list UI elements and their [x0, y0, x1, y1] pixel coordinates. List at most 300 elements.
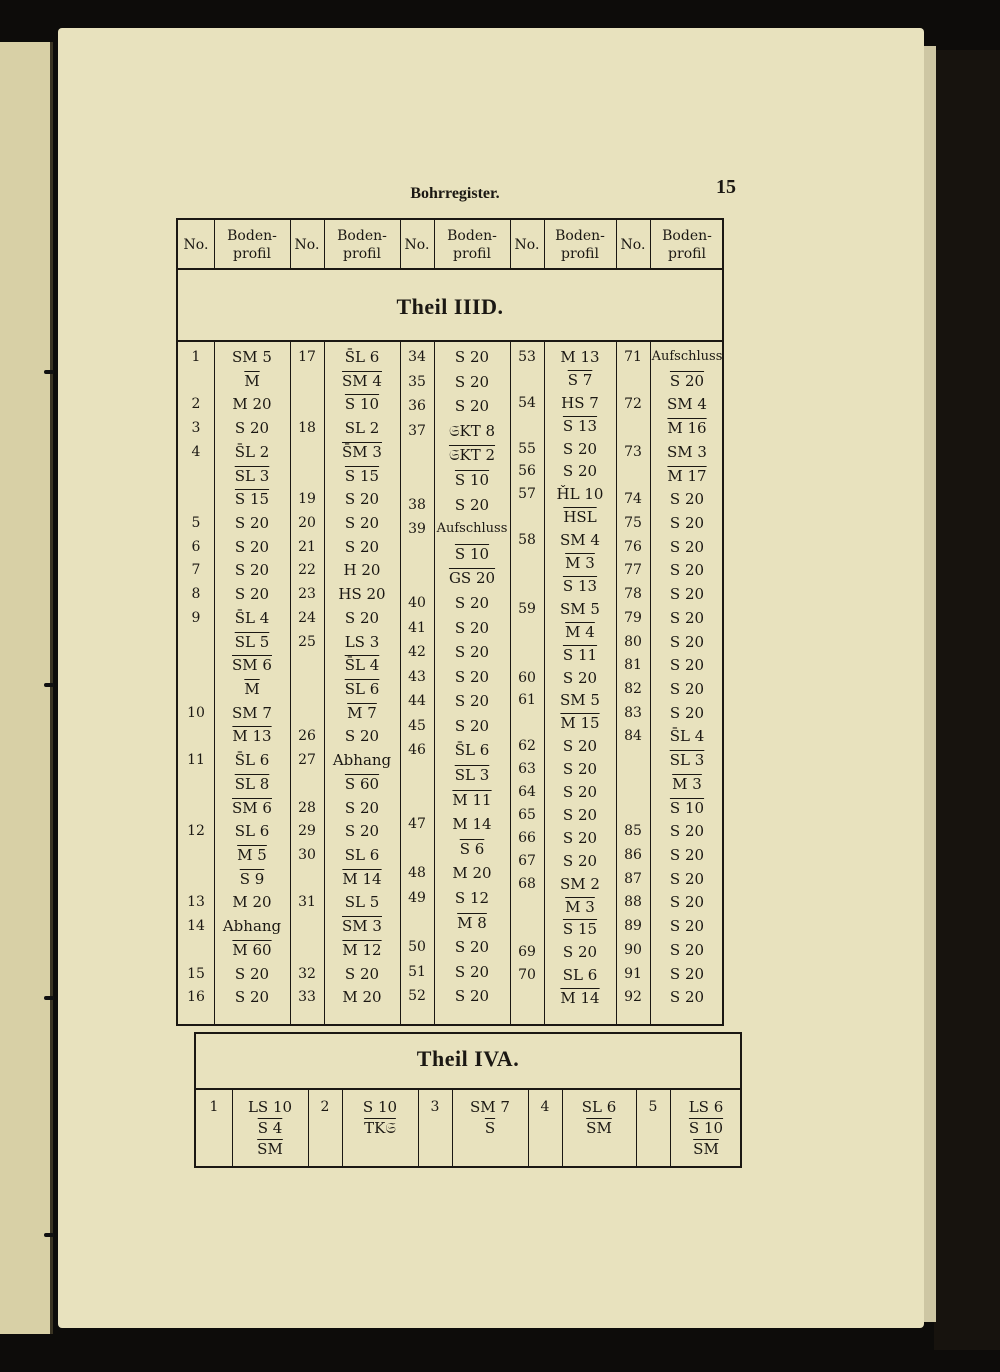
soil-profile-line: S 20 — [344, 490, 380, 509]
soil-profile-line: S 4 — [257, 1119, 283, 1137]
soil-profile-line: S 12 — [454, 889, 490, 908]
soil-profile-line: Abhang — [332, 751, 392, 770]
column-rule — [342, 1090, 343, 1166]
entry-number: 89 — [624, 918, 642, 935]
entry-number: 74 — [624, 491, 642, 508]
soil-profile-line: SL 3 — [234, 466, 270, 485]
entry-number: 62 — [518, 738, 536, 755]
entry-number: 84 — [624, 728, 642, 745]
entry-number: 80 — [624, 633, 642, 650]
entry-number: 61 — [518, 692, 536, 709]
soil-profile-line: M 13 — [232, 727, 272, 746]
soil-profile-line: $\overline{SM}$ — [586, 1119, 612, 1137]
soil-profile-line: S 20 — [669, 940, 705, 959]
soil-profile-line: GS 20 — [448, 569, 496, 588]
entry-number: 60 — [518, 669, 536, 686]
entry-number: 70 — [518, 967, 536, 984]
entry-number: 56 — [518, 463, 536, 480]
soil-profile-line: S 20 — [669, 822, 705, 841]
soil-profile-line: $\overline{M}$ — [244, 371, 260, 390]
soil-profile-line: S 15 — [344, 466, 380, 485]
entry-number: 26 — [298, 728, 316, 745]
entry-number: 81 — [624, 657, 642, 674]
soil-profile-line: M 20 — [232, 893, 272, 912]
soil-profile-line: Aufschluss — [651, 349, 723, 364]
column-rule — [650, 342, 651, 1024]
soil-profile-line: S 10 — [454, 470, 490, 489]
entry-number: 77 — [624, 562, 642, 579]
entry-number: 69 — [518, 944, 536, 961]
entry-number: 17 — [298, 349, 316, 365]
column-rule — [616, 342, 617, 1024]
entry-number: 83 — [624, 704, 642, 721]
entry-number: 2 — [191, 396, 201, 413]
entry-number: 18 — [298, 420, 316, 437]
entry-number: 3 — [191, 420, 201, 437]
entry-number: 59 — [518, 600, 536, 617]
soil-profile-line: M 7 — [347, 703, 377, 722]
soil-profile-line: S 20 — [454, 348, 490, 366]
soil-profile-line: S̄L 6 — [234, 751, 270, 770]
soil-profile-line: S 20 — [234, 561, 270, 580]
soil-profile-line: S 9 — [239, 869, 265, 888]
soil-profile-line: SL 8 — [234, 774, 270, 793]
entry-number: 87 — [624, 870, 642, 887]
soil-profile-line: S̄L 6 — [344, 348, 380, 366]
soil-profile-line: S 15 — [234, 490, 270, 509]
soil-profile-line: SM 6 — [232, 656, 272, 675]
entry-number: 5 — [648, 1099, 658, 1115]
entry-number: 30 — [298, 847, 316, 863]
soil-profile-line: M 4 — [565, 622, 595, 641]
header-no-label: No. — [404, 237, 430, 253]
soil-profile-line: S 20 — [454, 593, 490, 612]
soil-profile-line: M 3 — [565, 897, 595, 916]
soil-profile-line: S 20 — [562, 783, 598, 802]
header-bodenprofil-line: profil — [233, 246, 271, 262]
soil-profile-line: S 6 — [459, 839, 485, 858]
entry-number: 67 — [518, 852, 536, 869]
header-bodenprofil — [324, 220, 400, 270]
soil-profile-line: Abhang — [222, 917, 282, 936]
soil-profile-line: S 10 — [688, 1119, 724, 1137]
entry-number: 43 — [408, 668, 426, 685]
soil-profile-line: S 13 — [562, 576, 598, 595]
header-no — [178, 220, 214, 270]
soil-profile-line: S 20 — [454, 716, 490, 735]
entry-number: 20 — [298, 515, 316, 531]
entry-number: 28 — [298, 799, 316, 816]
column-rule — [670, 1090, 671, 1166]
entry-number: 49 — [408, 890, 426, 907]
soil-profile-line: $\overline{SM}$ — [257, 1140, 283, 1158]
entry-number: 44 — [408, 693, 426, 710]
soil-profile-line: SM 3 — [667, 442, 707, 461]
soil-profile-line: S 20 — [562, 737, 598, 756]
soil-profile-line: LS 10 — [247, 1098, 293, 1116]
entry-number: 31 — [298, 894, 316, 911]
page-number: 15 — [716, 176, 736, 198]
soil-profile-line: LS 6 — [688, 1098, 724, 1116]
soil-profile-line: S 20 — [669, 585, 705, 604]
entry-number: 54 — [518, 394, 536, 411]
soil-profile-line: S̄L 6 — [454, 741, 490, 760]
header-bodenprofil-text — [447, 227, 497, 263]
entry-number: 6 — [191, 538, 201, 555]
entry-number: 14 — [187, 918, 205, 935]
binding-thread — [44, 370, 54, 374]
soil-profile-line: 𝔖KT 2 — [448, 446, 496, 465]
soil-profile-line: SM 7 — [232, 703, 272, 722]
header-bodenprofil-line: Boden- — [555, 228, 605, 244]
soil-profile-line: S 20 — [344, 514, 380, 532]
entry-number: 85 — [624, 823, 642, 840]
header-bodenprofil-text — [555, 227, 605, 263]
soil-profile-line: S 20 — [344, 964, 380, 983]
entry-number: 22 — [298, 562, 316, 579]
soil-profile-line: S 20 — [344, 798, 380, 817]
soil-profile-line: S 20 — [669, 371, 705, 390]
soil-profile-line: M 16 — [667, 419, 707, 438]
column-rule — [544, 342, 545, 1024]
header-bodenprofil — [544, 220, 616, 270]
soil-profile-line: TK𝔖 — [364, 1119, 396, 1137]
soil-profile-line: S 20 — [562, 943, 598, 962]
soil-profile-line: S 20 — [669, 608, 705, 627]
soil-profile-line: S 7 — [567, 370, 593, 389]
entry-number: 48 — [408, 865, 426, 882]
header-bodenprofil-text — [227, 227, 277, 263]
soil-profile-line: LS 3 — [344, 632, 380, 651]
section-rule — [178, 340, 722, 342]
entry-number: 24 — [298, 609, 316, 626]
binding-thread — [44, 683, 54, 687]
entry-number: 7 — [191, 562, 201, 579]
soil-profile-line: M 60 — [232, 940, 272, 959]
header-bodenprofil — [650, 220, 724, 270]
left-page-edge — [0, 42, 53, 1334]
entry-number: 1 — [191, 349, 201, 365]
soil-profile-line: SL 5 — [344, 893, 380, 912]
header-no-label: No. — [183, 237, 209, 253]
soil-profile-line: S 20 — [669, 537, 705, 556]
soil-profile-line: S̄L 2 — [234, 442, 270, 461]
soil-profile-line: S 20 — [234, 537, 270, 556]
entry-number: 76 — [624, 538, 642, 555]
soil-profile-line: S 20 — [562, 851, 598, 870]
entry-number: 79 — [624, 609, 642, 626]
soil-profile-line: S 20 — [454, 692, 490, 711]
entry-number: 90 — [624, 941, 642, 958]
entry-number: 37 — [408, 422, 426, 439]
header-no — [400, 220, 434, 270]
soil-profile-line: S 20 — [669, 964, 705, 983]
soil-profile-line: Aufschluss — [436, 521, 508, 537]
section-title-theil-3d: Theil IIID. — [396, 294, 504, 319]
soil-profile-line: SL 6 — [344, 680, 380, 698]
soil-profile-line: S 60 — [344, 774, 380, 793]
soil-profile-line: $\overline{S}$ — [484, 1119, 496, 1137]
soil-profile-line: SL 6 — [581, 1098, 617, 1116]
soil-profile-line: SM 5 — [232, 348, 272, 366]
entry-number: 29 — [298, 823, 316, 840]
header-bodenprofil-text — [662, 227, 712, 263]
soil-profile-line: SM 4 — [560, 531, 600, 550]
entry-number: 42 — [408, 644, 426, 661]
soil-profile-line: M 20 — [452, 864, 492, 883]
soil-profile-line: S 20 — [562, 828, 598, 847]
soil-profile-line: SL 6 — [344, 846, 380, 864]
soil-profile-line: S 20 — [234, 585, 270, 604]
column-rule — [528, 1090, 529, 1166]
soil-profile-line: ȞL 10 — [556, 485, 604, 504]
entry-number: 36 — [408, 398, 426, 415]
soil-profile-line: S 20 — [669, 893, 705, 912]
soil-profile-line: HS 20 — [338, 585, 386, 604]
soil-profile-line: M 3 — [672, 774, 702, 793]
entry-number: 57 — [518, 486, 536, 503]
soil-profile-line: M 3 — [565, 554, 595, 573]
soil-profile-line: S 20 — [344, 537, 380, 556]
soil-profile-line: S 20 — [669, 988, 705, 1007]
entry-number: 65 — [518, 806, 536, 823]
soil-profile-line: S 20 — [562, 462, 598, 481]
entry-number: 45 — [408, 717, 426, 734]
header-no — [290, 220, 324, 270]
soil-profile-line: SL 3 — [454, 766, 490, 785]
column-rule — [290, 342, 291, 1024]
soil-profile-line: $\overline{HSL}$ — [563, 508, 597, 527]
entry-number: 46 — [408, 742, 426, 759]
entry-number: 41 — [408, 619, 426, 636]
header-bodenprofil — [214, 220, 290, 270]
binding-thread — [44, 996, 54, 1000]
soil-profile-line: 𝔖KT 8 — [448, 421, 496, 440]
entry-number: 64 — [518, 784, 536, 801]
soil-profile-line: HS 7 — [561, 393, 599, 412]
entry-number: 88 — [624, 894, 642, 911]
soil-profile-line: S 10 — [344, 395, 380, 414]
soil-profile-line: M 14 — [452, 815, 492, 834]
column-rule — [232, 1090, 233, 1166]
entry-number: 66 — [518, 829, 536, 846]
entry-number: 13 — [187, 894, 205, 911]
soil-profile-line: SL 3 — [669, 751, 705, 770]
soil-profile-line: H 20 — [343, 561, 381, 580]
section-rule — [196, 1088, 740, 1090]
header-no-label: No. — [514, 237, 540, 253]
column-rule — [400, 342, 401, 1024]
header-bodenprofil-line: Boden- — [447, 228, 497, 244]
entry-number: 40 — [408, 594, 426, 611]
soil-profile-line: S 10 — [669, 798, 705, 817]
soil-profile-line: SM 5 — [560, 599, 600, 618]
entry-number: 12 — [187, 823, 205, 840]
header-bodenprofil-line: profil — [453, 246, 491, 262]
entry-number: 11 — [187, 752, 205, 769]
soil-profile-line: S 20 — [454, 372, 490, 391]
soil-profile-line: S 20 — [669, 656, 705, 675]
header-no — [616, 220, 650, 270]
column-rule — [418, 1090, 419, 1166]
entry-number: 75 — [624, 515, 642, 531]
soil-profile-line: S̄L 4 — [234, 608, 270, 627]
soil-profile-line: S 20 — [454, 962, 490, 981]
entry-number: 4 — [540, 1099, 550, 1115]
soil-profile-line: S 20 — [562, 668, 598, 687]
binding-thread — [44, 1233, 54, 1237]
entry-number: 19 — [298, 491, 316, 508]
column-rule — [636, 1090, 637, 1166]
header-no-label: No. — [294, 237, 320, 253]
column-rule — [308, 1090, 309, 1166]
entry-number: 51 — [408, 963, 426, 980]
soil-profile-line: SL 6 — [234, 822, 270, 841]
header-bodenprofil-line: profil — [668, 246, 706, 262]
section-title-theil-4a: Theil IVA. — [416, 1046, 520, 1071]
soil-profile-line: M 12 — [342, 940, 382, 959]
soil-profile-line: SL 2 — [344, 419, 380, 438]
entry-number: 47 — [408, 816, 426, 833]
entry-number: 50 — [408, 939, 426, 956]
soil-profile-line: S 20 — [669, 561, 705, 580]
soil-profile-line: S 20 — [562, 805, 598, 824]
entry-number: 33 — [298, 989, 316, 1006]
header-bodenprofil-line: Boden- — [662, 228, 712, 244]
entry-number: 25 — [298, 633, 316, 650]
entry-number: 63 — [518, 761, 536, 778]
soil-profile-line: S 20 — [234, 514, 270, 532]
borehole-table-theil-3d — [176, 218, 724, 1026]
soil-profile-line: S 20 — [234, 988, 270, 1007]
soil-profile-line: M 8 — [457, 913, 487, 932]
soil-profile-line: SL 5 — [234, 632, 270, 651]
soil-profile-line: S 20 — [344, 608, 380, 627]
soil-profile-line: S 20 — [669, 680, 705, 698]
column-rule — [510, 342, 511, 1024]
soil-profile-line: SM 7 — [470, 1098, 510, 1116]
soil-profile-line: S 20 — [562, 760, 598, 779]
soil-profile-line: SL 6 — [562, 966, 598, 985]
soil-profile-line: SM 6 — [232, 798, 272, 817]
header-bodenprofil-text — [337, 227, 387, 263]
entry-number: 16 — [187, 989, 205, 1006]
header-bodenprofil-line: profil — [561, 246, 599, 262]
entry-number: 52 — [408, 988, 426, 1005]
column-rule — [214, 342, 215, 1024]
soil-profile-line: S 20 — [454, 667, 490, 686]
entry-number: 72 — [624, 396, 642, 413]
soil-profile-line: S 20 — [234, 419, 270, 438]
entry-number: 9 — [191, 609, 201, 626]
soil-profile-line: M 20 — [232, 395, 272, 414]
soil-profile-line: SM 4 — [667, 395, 707, 414]
soil-profile-line: S 20 — [669, 703, 705, 722]
soil-profile-line: M 14 — [342, 869, 382, 888]
soil-profile-line: S 20 — [669, 514, 705, 532]
soil-profile-line: S 15 — [562, 920, 598, 939]
soil-profile-line: SM 2 — [560, 874, 600, 893]
entry-number: 68 — [518, 875, 536, 892]
header-bodenprofil-line: Boden- — [227, 228, 277, 244]
entry-number: 53 — [518, 349, 536, 365]
header-no — [510, 220, 544, 270]
soil-profile-line: S 20 — [669, 869, 705, 888]
soil-profile-line: S 20 — [669, 490, 705, 509]
soil-profile-line: S 20 — [669, 917, 705, 936]
entry-number: 86 — [624, 847, 642, 863]
entry-number: 32 — [298, 965, 316, 982]
soil-profile-line: S 20 — [454, 618, 490, 637]
soil-profile-line: M 14 — [560, 989, 600, 1008]
entry-number: 38 — [408, 496, 426, 513]
soil-profile-line: M 17 — [667, 466, 707, 485]
soil-profile-line: SM 4 — [342, 371, 382, 390]
borehole-table-theil-4a — [194, 1032, 742, 1168]
soil-profile-line: M 20 — [342, 988, 382, 1007]
entry-number: 5 — [191, 515, 201, 531]
header-bodenprofil-line: profil — [343, 246, 381, 262]
running-title: Bohrregister. — [410, 185, 500, 202]
soil-profile-line: SM 5 — [560, 691, 600, 710]
column-rule — [452, 1090, 453, 1166]
soil-profile-line: S 10 — [362, 1098, 398, 1116]
soil-profile-line: S 13 — [562, 416, 598, 435]
entry-number: 4 — [191, 443, 201, 460]
soil-profile-line: S 20 — [454, 495, 490, 514]
soil-profile-line: S̄M 3 — [342, 442, 382, 461]
soil-profile-line: M 13 — [560, 348, 600, 366]
column-rule — [562, 1090, 563, 1166]
header-bodenprofil — [434, 220, 510, 270]
soil-profile-line: $\overline{SM}$ — [693, 1140, 719, 1158]
entry-number: 1 — [209, 1099, 219, 1115]
soil-profile-line: S 20 — [454, 397, 490, 416]
column-rule — [434, 342, 435, 1024]
entry-number: 34 — [408, 349, 426, 365]
entry-number: 55 — [518, 440, 536, 457]
book-cover-edge — [934, 50, 1000, 1350]
entry-number: 8 — [191, 586, 201, 603]
entry-number: 58 — [518, 532, 536, 549]
header-bodenprofil-line: Boden- — [337, 228, 387, 244]
entry-number: 10 — [187, 704, 205, 721]
entry-number: 23 — [298, 586, 316, 603]
entry-number: 91 — [624, 965, 642, 982]
header-no-label: No. — [620, 237, 646, 253]
soil-profile-line: M 15 — [560, 714, 600, 733]
soil-profile-line: S 20 — [669, 846, 705, 864]
entry-number: 3 — [430, 1099, 440, 1115]
entry-number: 78 — [624, 586, 642, 603]
soil-profile-line: $\overline{M}$ — [244, 680, 260, 698]
soil-profile-line: S̄L 4 — [669, 727, 705, 746]
soil-profile-line: M 5 — [237, 846, 267, 864]
entry-number: 15 — [187, 965, 205, 982]
soil-profile-line: S̄L 4 — [344, 656, 380, 675]
entry-number: 27 — [298, 752, 316, 769]
soil-profile-line: M 11 — [452, 790, 492, 809]
entry-number: 73 — [624, 443, 642, 460]
soil-profile-line: S 11 — [562, 645, 598, 664]
soil-profile-line: S 20 — [234, 964, 270, 983]
entry-number: 21 — [298, 538, 316, 555]
soil-profile-line: S 20 — [669, 632, 705, 651]
entry-number: 35 — [408, 373, 426, 390]
entry-number: 92 — [624, 989, 642, 1006]
column-rule — [324, 342, 325, 1024]
soil-profile-line: SM 3 — [342, 917, 382, 936]
